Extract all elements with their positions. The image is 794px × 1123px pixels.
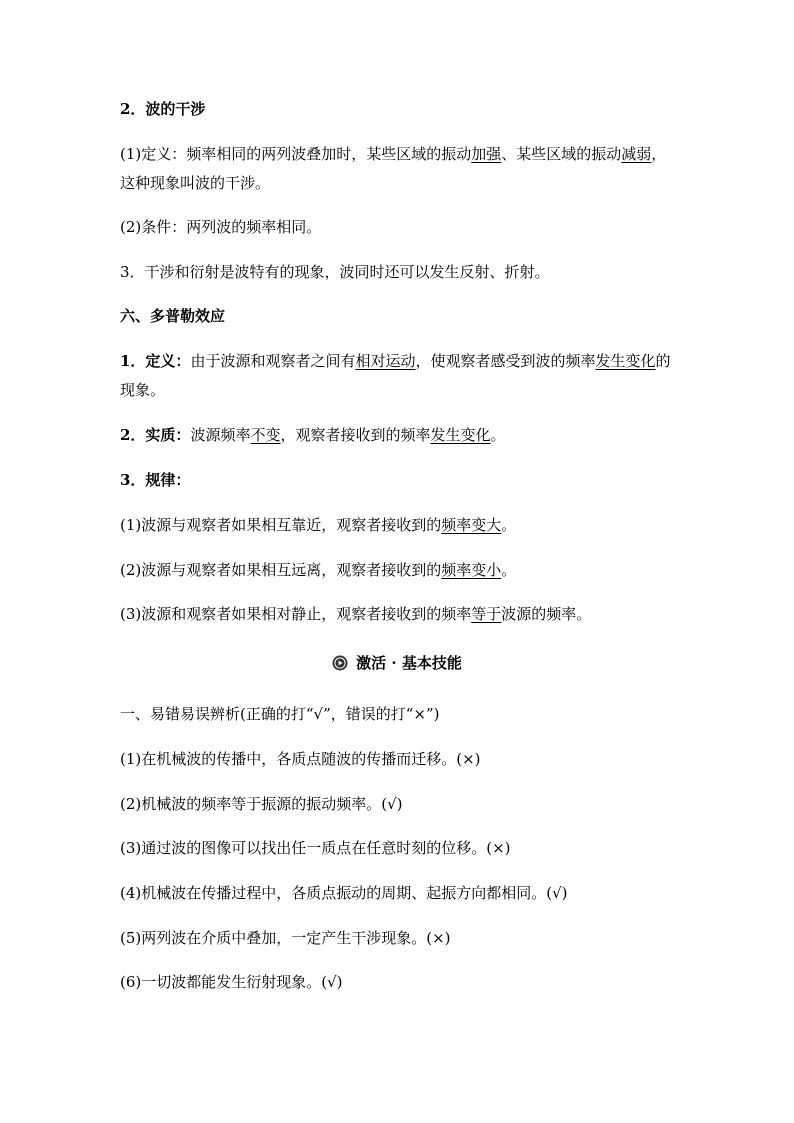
section-banner	[0, 650, 794, 679]
quiz-item-1: (1)在机械波的传播中，各质点随波的传播而迁移。(×)	[120, 750, 481, 768]
play-circle-icon	[332, 655, 348, 671]
interference-definition: (1)定义：频率相同的两列波叠加时，某些区域的振动加强、某些区域的振动减弱，这种现象叫波的干涉。	[120, 145, 667, 192]
doppler-rule-heading: 3．规律：	[120, 471, 191, 489]
banner-text: 激活 · 基本技能	[356, 654, 462, 672]
quiz-item-3: (3)通过波的图像可以找出任一质点在任意时刻的位移。(×)	[120, 839, 511, 857]
doppler-rule-2: (2)波源与观察者如果相互远离，观察者接收到的频率变小。	[120, 561, 517, 579]
quiz-item-2: (2)机械波的频率等于振源的振动频率。(√)	[120, 795, 403, 813]
quiz-item-5: (5)两列波在介质中叠加，一定产生干涉现象。(×)	[120, 929, 451, 947]
interference-note: 3．干涉和衍射是波特有的现象，波同时还可以发生反射、折射。	[120, 263, 550, 281]
doppler-essence: 2．实质：波源频率不变，观察者接收到的频率发生变化。	[120, 426, 506, 444]
quiz-item-4: (4)机械波在传播过程中，各质点振动的周期、起振方向都相同。(√)	[120, 884, 568, 902]
quiz-item-6: (6)一切波都能发生衍射现象。(√)	[120, 973, 343, 991]
interference-condition: (2)条件：两列波的频率相同。	[120, 218, 322, 236]
doppler-rule-3: (3)波源和观察者如果相对静止，观察者接收到的频率等于波源的频率。	[120, 605, 592, 623]
quiz-heading: 一、易错易误辨析(正确的打“√”，错误的打“×”)	[120, 705, 440, 723]
heading-wave-interference: 2．波的干涉	[120, 100, 206, 118]
heading-doppler: 六、多普勒效应	[120, 307, 226, 325]
doppler-definition: 1．定义：由于波源和观察者之间有相对运动，使观察者感受到波的频率发生变化的现象。	[120, 352, 671, 399]
doppler-rule-1: (1)波源与观察者如果相互靠近，观察者接收到的频率变大。	[120, 516, 517, 534]
